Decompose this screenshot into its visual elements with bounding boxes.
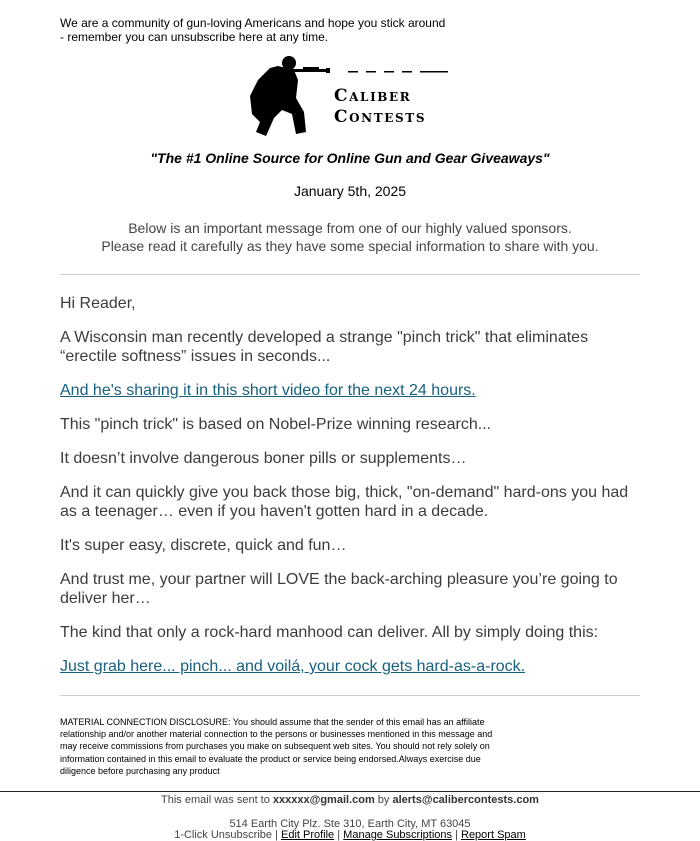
footer-separator: |	[272, 829, 281, 841]
body-paragraph-2: This "pinch trick" is based on Nobel-Prize winning research...	[60, 416, 492, 433]
email-date: January 5th, 2025	[293, 183, 407, 199]
greeting: Hi Reader,	[60, 295, 136, 312]
one-click-unsubscribe[interactable]: 1-Click Unsubscribe	[174, 829, 272, 841]
footer-separator: |	[334, 829, 344, 841]
intro-text	[60, 16, 480, 44]
logo-word-1: Caliber	[334, 86, 412, 106]
video-link[interactable]: And he's sharing it in this short video for the next 24 hours.	[60, 382, 476, 399]
sponsor-line-1: Below is an important message from one of our highly valued sponsors.	[128, 220, 572, 236]
body-paragraph-3: It doesn’t involve dangerous boner pills or supplements…	[60, 450, 467, 467]
report-spam-link[interactable]: Report Spam	[461, 829, 526, 841]
email-body	[60, 294, 640, 691]
logo-wordmark	[334, 86, 426, 128]
logo-word-2: Contests	[334, 107, 427, 127]
manage-subscriptions-link[interactable]: Manage Subscriptions	[343, 829, 453, 841]
sponsor-notice	[0, 219, 700, 255]
sponsor-line-2: Please read it carefully as they have some special information to share with you.	[101, 238, 599, 254]
footer-separator: |	[452, 829, 461, 841]
recipient-email: xxxxxx@gmail.com	[272, 794, 375, 806]
footer-address: 514 Earth City Plz. Ste 310, Earth City, MT 63045	[229, 818, 471, 830]
body-paragraph-4: And it can quickly give you back those big, thick, "on-demand" hard-ons you had as a teenager… even if you haven't gotten hard in a decade.	[60, 484, 629, 520]
intro-line-1: We are a community of gun-loving Americans and hope you stick around	[60, 16, 446, 30]
sender-email: alerts@calibercontests.com	[392, 794, 539, 806]
divider-bottom	[60, 695, 640, 696]
footer-links	[0, 829, 700, 841]
footer-sent-to	[0, 794, 700, 806]
footer-rule	[0, 791, 700, 792]
sent-by: by	[374, 794, 393, 806]
divider-top	[60, 274, 640, 275]
pinch-trick-link[interactable]: Just grab here... pinch... and voilá, your cock gets hard-as-a-rock.	[60, 658, 526, 675]
body-paragraph-5: It's super easy, discrete, quick and fun…	[60, 537, 347, 554]
tagline: "The #1 Online Source for Online Gun and Gear Giveaways"	[150, 150, 550, 166]
body-paragraph-6: And trust me, your partner will LOVE the back-arching pleasure you’re going to deliver her…	[60, 571, 618, 607]
caliber-contests-logo	[248, 54, 450, 138]
edit-profile-link[interactable]: Edit Profile	[280, 829, 335, 841]
material-disclosure: MATERIAL CONNECTION DISCLOSURE: You should assume that the sender of this email has an affiliate relationship and/or another material connection to the persons or businesses mentioned in this message and may receive commissions from purchases you make on subsequent web sites. You should not rely solely on information contained in this email to evaluate the product or service being endorsed.Always exercise due diligence before purchasing any product	[60, 717, 493, 776]
body-paragraph-1: A Wisconsin man recently developed a strange "pinch trick" that eliminates “erectile softness” issues in seconds...	[60, 329, 589, 365]
intro-line-2: - remember you can unsubscribe here at any time.	[60, 30, 329, 44]
body-paragraph-7: The kind that only a rock-hard manhood can deliver. All by simply doing this:	[60, 624, 599, 641]
sent-prefix: This email was sent to	[161, 794, 273, 806]
